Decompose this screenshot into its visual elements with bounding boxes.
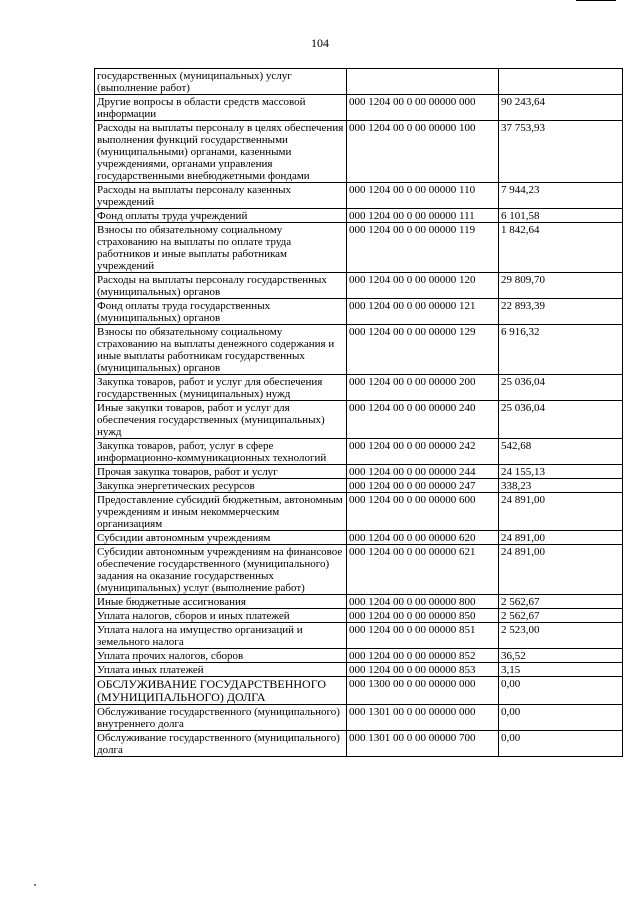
table-row: [95, 595, 623, 609]
row-name-cell: Другие вопросы в области средств массовой информации: [95, 95, 347, 121]
row-name-cell: Прочая закупка товаров, работ и услуг: [95, 465, 347, 479]
row-amount-cell: 0,00: [499, 731, 623, 757]
row-code-cell: 000 1204 00 0 00 00000 111: [347, 209, 499, 223]
row-amount-cell: 29 809,70: [499, 273, 623, 299]
row-name-cell: Расходы на выплаты персоналу государственных (муниципальных) органов: [95, 273, 347, 299]
row-code-cell: 000 1204 00 0 00 00000 000: [347, 95, 499, 121]
row-code-cell: 000 1204 00 0 00 00000 852: [347, 649, 499, 663]
table-row: [95, 209, 623, 223]
table-row: [95, 439, 623, 465]
row-code-cell: 000 1204 00 0 00 00000 620: [347, 531, 499, 545]
row-amount-cell: 2 562,67: [499, 609, 623, 623]
row-name-cell: Взносы по обязательному социальному страхованию на выплаты по оплате труда работников и иные выплаты работникам учреждений: [95, 223, 347, 273]
table-row: [95, 183, 623, 209]
table-row: [95, 121, 623, 183]
row-name-cell: Уплата налога на имущество организаций и земельного налога: [95, 623, 347, 649]
row-code-cell: 000 1204 00 0 00 00000 121: [347, 299, 499, 325]
row-amount-cell: 24 155,13: [499, 465, 623, 479]
row-amount-cell: 2 562,67: [499, 595, 623, 609]
scan-speck: [34, 884, 36, 886]
row-name-cell: Иные закупки товаров, работ и услуг для обеспечения государственных (муниципальных) нужд: [95, 401, 347, 439]
table-row: [95, 95, 623, 121]
table-row: [95, 69, 623, 95]
row-name-cell: Фонд оплаты труда учреждений: [95, 209, 347, 223]
row-name-cell: Уплата иных платежей: [95, 663, 347, 677]
row-code-cell: 000 1204 00 0 00 00000 240: [347, 401, 499, 439]
row-amount-cell: 6 916,32: [499, 325, 623, 375]
row-code-cell: 000 1204 00 0 00 00000 247: [347, 479, 499, 493]
row-code-cell: 000 1204 00 0 00 00000 851: [347, 623, 499, 649]
row-code-cell: 000 1204 00 0 00 00000 800: [347, 595, 499, 609]
row-code-cell: 000 1204 00 0 00 00000 600: [347, 493, 499, 531]
row-name-cell: Обслуживание государственного (муниципального) долга: [95, 731, 347, 757]
row-amount-cell: 36,52: [499, 649, 623, 663]
row-amount-cell: 7 944,23: [499, 183, 623, 209]
table-row: [95, 401, 623, 439]
table-row: [95, 545, 623, 595]
row-name-cell: Предоставление субсидий бюджетным, автономным учреждениям и иным некоммерческим организациям: [95, 493, 347, 531]
row-amount-cell: 338,23: [499, 479, 623, 493]
row-name-cell: Закупка товаров, работ, услуг в сфере информационно-коммуникационных технологий: [95, 439, 347, 465]
row-name-cell: Расходы на выплаты персоналу в целях обеспечения выполнения функций государственными (муниципальными) органами, казенными учреждениями, органами управления государственными внебюджетными фондами: [95, 121, 347, 183]
row-name-cell: Фонд оплаты труда государственных (муниципальных) органов: [95, 299, 347, 325]
row-code-cell: 000 1204 00 0 00 00000 621: [347, 545, 499, 595]
row-code-cell: 000 1301 00 0 00 00000 700: [347, 731, 499, 757]
row-name-cell: Субсидии автономным учреждениям: [95, 531, 347, 545]
row-name-cell: Обслуживание государственного (муниципального) внутреннего долга: [95, 705, 347, 731]
table-row: [95, 325, 623, 375]
row-amount-cell: 25 036,04: [499, 375, 623, 401]
table-row: [95, 623, 623, 649]
table-row: [95, 531, 623, 545]
row-amount-cell: 25 036,04: [499, 401, 623, 439]
row-name-cell: государственных (муниципальных) услуг (выполнение работ): [95, 69, 347, 95]
row-amount-cell: 0,00: [499, 677, 623, 705]
row-name-cell: Иные бюджетные ассигнования: [95, 595, 347, 609]
table-row: [95, 465, 623, 479]
row-code-cell: 000 1204 00 0 00 00000 110: [347, 183, 499, 209]
table-row: [95, 663, 623, 677]
row-code-cell: 000 1204 00 0 00 00000 242: [347, 439, 499, 465]
table-row: [95, 705, 623, 731]
row-amount-cell: 22 893,39: [499, 299, 623, 325]
row-amount-cell: 2 523,00: [499, 623, 623, 649]
table-row: [95, 223, 623, 273]
table-row: [95, 731, 623, 757]
row-amount-cell: 37 753,93: [499, 121, 623, 183]
row-code-cell: 000 1204 00 0 00 00000 100: [347, 121, 499, 183]
row-amount-cell: 542,68: [499, 439, 623, 465]
row-amount-cell: 24 891,00: [499, 545, 623, 595]
row-code-cell: 000 1204 00 0 00 00000 200: [347, 375, 499, 401]
row-code-cell: [347, 69, 499, 95]
table-row: [95, 299, 623, 325]
row-name-cell: Расходы на выплаты персоналу казенных учреждений: [95, 183, 347, 209]
row-code-cell: 000 1204 00 0 00 00000 119: [347, 223, 499, 273]
row-amount-cell: 24 891,00: [499, 493, 623, 531]
row-amount-cell: 90 243,64: [499, 95, 623, 121]
budget-table: [94, 68, 623, 757]
corner-line: [576, 0, 616, 1]
table-row: [95, 273, 623, 299]
table-row: [95, 649, 623, 663]
row-code-cell: 000 1204 00 0 00 00000 853: [347, 663, 499, 677]
row-amount-cell: 0,00: [499, 705, 623, 731]
row-code-cell: 000 1300 00 0 00 00000 000: [347, 677, 499, 705]
page-number: 104: [311, 36, 329, 50]
row-amount-cell: 6 101,58: [499, 209, 623, 223]
table-row: [95, 479, 623, 493]
table-row: [95, 609, 623, 623]
row-amount-cell: 24 891,00: [499, 531, 623, 545]
row-code-cell: 000 1204 00 0 00 00000 850: [347, 609, 499, 623]
row-name-cell: Взносы по обязательному социальному страхованию на выплаты денежного содержания и иные выплаты работникам государственных (муниципальных) органов: [95, 325, 347, 375]
row-name-cell: ОБСЛУЖИВАНИЕ ГОСУДАРСТВЕННОГО (МУНИЦИПАЛЬНОГО) ДОЛГА: [95, 677, 347, 705]
row-amount-cell: [499, 69, 623, 95]
row-code-cell: 000 1204 00 0 00 00000 120: [347, 273, 499, 299]
row-amount-cell: 1 842,64: [499, 223, 623, 273]
row-name-cell: Уплата прочих налогов, сборов: [95, 649, 347, 663]
table-body: [95, 69, 623, 757]
row-code-cell: 000 1204 00 0 00 00000 129: [347, 325, 499, 375]
table-row: [95, 375, 623, 401]
row-amount-cell: 3,15: [499, 663, 623, 677]
row-name-cell: Уплата налогов, сборов и иных платежей: [95, 609, 347, 623]
row-name-cell: Закупка энергетических ресурсов: [95, 479, 347, 493]
row-name-cell: Субсидии автономным учреждениям на финансовое обеспечение государственного (муниципального) задания на оказание государственных (муниципальных) услуг (выполнение работ): [95, 545, 347, 595]
table-row: [95, 677, 623, 705]
row-code-cell: 000 1301 00 0 00 00000 000: [347, 705, 499, 731]
table-row: [95, 493, 623, 531]
row-name-cell: Закупка товаров, работ и услуг для обеспечения государственных (муниципальных) нужд: [95, 375, 347, 401]
row-code-cell: 000 1204 00 0 00 00000 244: [347, 465, 499, 479]
